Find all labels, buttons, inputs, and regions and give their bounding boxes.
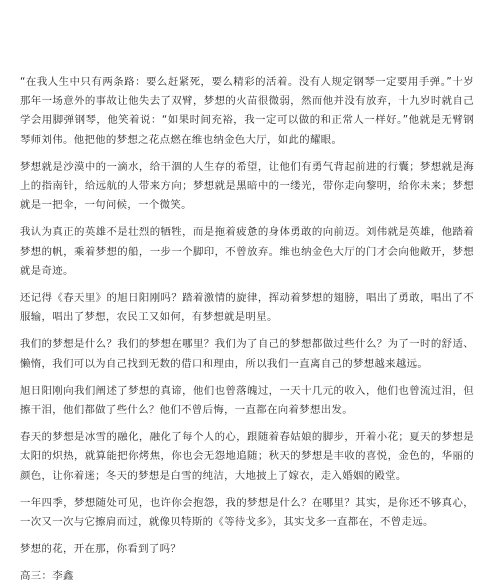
- paragraph-4: 还记得《春天里》的旭日阳刚吗？踏着激情的旋律，挥动着梦想的翅膀，唱出了勇敢，唱出了不服输，唱出了梦想，农民工又如何，有梦想就是明星。: [20, 292, 474, 324]
- paragraph-5: 我们的梦想是什么？我们的梦想在哪里？我们为了自己的梦想都做过些什么？为了一时的舒适、懒惰，我们可以为自己找到无数的借口和理由，所以我们一直离自己的梦想越来越远。: [20, 338, 474, 370]
- paragraph-9: 梦想的花，开在那，你看到了吗？: [20, 543, 182, 556]
- paragraph-8: 一年四季，梦想随处可见，也许你会抱怨，我的梦想是什么？在哪里？其实，是你还不够真心，一次又一次与它擦肩而过，就像贝特斯的《等待戈多》，其实戈多一直都在，不曾走远。: [20, 496, 474, 529]
- paragraph-1: “在我人生中只有两条路：要么赶紧死，要么精彩的活着。没有人规定钢琴一定要用手弹。”十岁那年一场意外的事故让他失去了双臂，梦想的火苗很微弱，然而他并没有放弃，十九岁时就自己学会用脚弹钢琴，他笑着说：“如果时间充裕，我一定可以做的和正常人一样好。”他就是无臂钢琴师刘伟。他把他的梦想之花点燃在维也纳金色大厅，如此的耀眼。: [20, 76, 474, 146]
- paragraph-7: 春天的梦想是冰雪的融化，融化了每个人的心，跟随着春姑娘的脚步，开着小花；夏天的梦想是太阳的炽热，就算能把你烤焦，你也会无怨地追随；秋天的梦想是丰收的喜悦，金色的，华丽的颜色，让你着迷；冬天的梦想是白雪的纯洁，大地披上了嫁衣，走入婚姻的殿堂。: [20, 431, 474, 482]
- paragraph-3: 我认为真正的英雄不是壮烈的牺牲，而是拖着疲惫的身体勇敢的向前迈。刘伟就是英雄，他踏着梦想的帆，乘着梦想的船，一步一个脚印，不曾放弃。维也纳金色大厅的门才会向他敞开，梦想就是奇迹。: [20, 226, 474, 277]
- paragraph-6: 旭日阳刚向我们阐述了梦想的真谛，他们也曾落魄过，一天十几元的收入，他们也曾流过泪，但擦干泪，他们都做了些什么？他们不曾后悔，一直都在向着梦想出发。: [20, 384, 474, 417]
- paragraph-2: 梦想就是沙漠中的一滴水，给干涸的人生存的希望，让他们有勇气背起前进的行囊；梦想就是海上的指南针，给远航的人带来方向；梦想就是黑暗中的一缕光，带你走向黎明，给你未来；梦想就是一把伞，一句问候，一个微笑。: [20, 160, 474, 212]
- author-line: 高三：李鑫: [20, 570, 74, 583]
